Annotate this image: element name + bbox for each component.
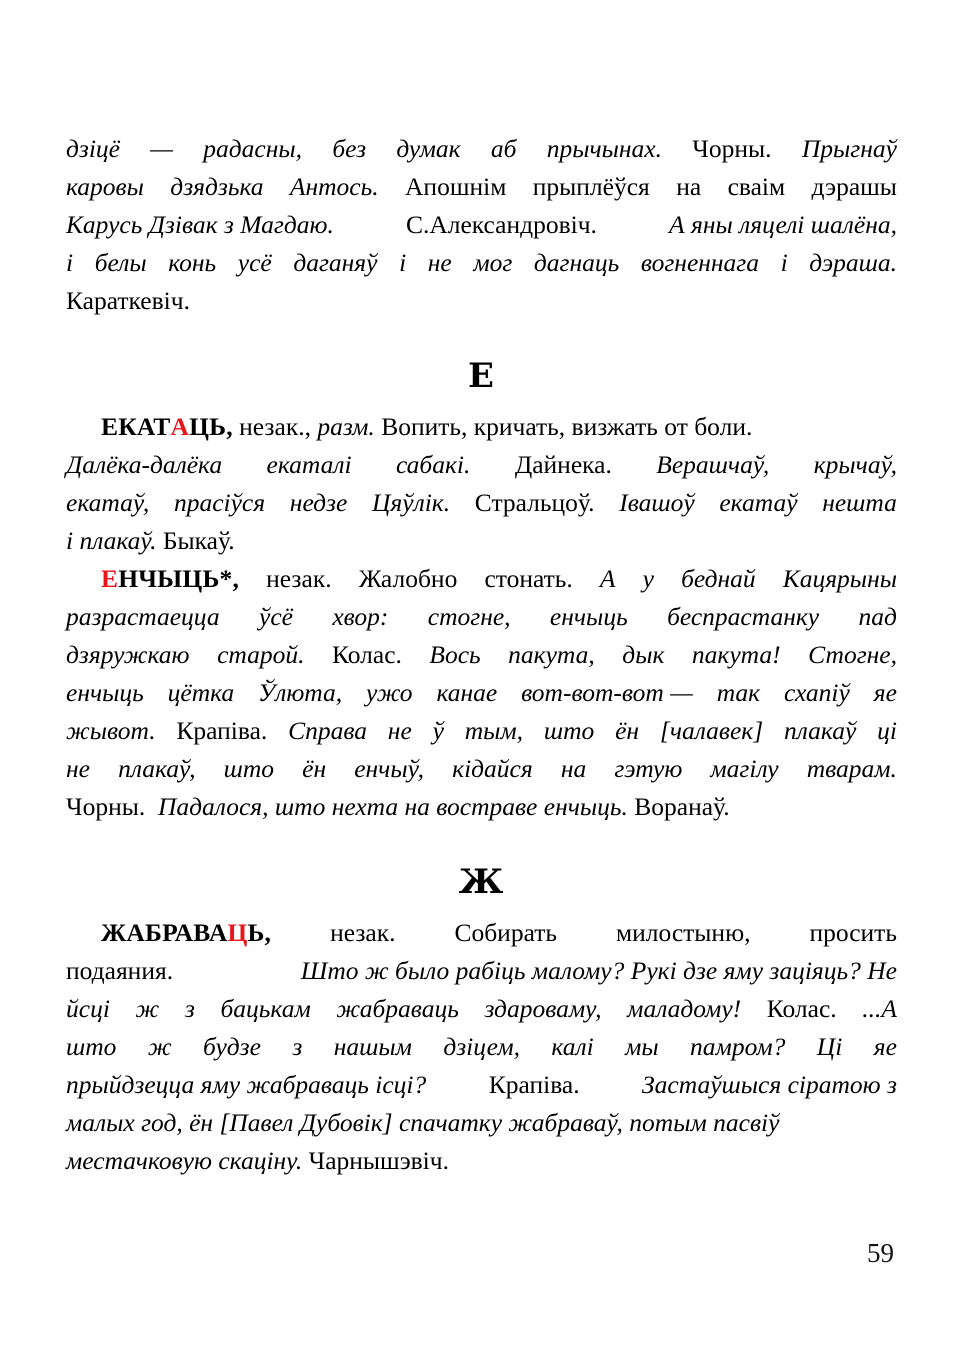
citation-text: Карусь Дзівак з Магдаю. [66, 210, 334, 239]
roman-text [145, 788, 158, 826]
text-line [66, 788, 897, 826]
headword [101, 914, 271, 952]
entry-zhabravac [66, 914, 897, 1180]
citation-text: стогне, [427, 602, 511, 631]
citation-text: йсці [66, 994, 110, 1023]
citation-text: хвор: [332, 602, 389, 631]
headword: ЕКАТ [101, 412, 171, 441]
section-letter-zh: Ж [458, 862, 505, 902]
citation-text: так [716, 678, 761, 707]
roman-text: незак. [330, 918, 396, 947]
citation-text: Цяўлік. [371, 488, 451, 517]
section-letter-e: Е [468, 356, 495, 396]
citation-text: плакаў, [118, 754, 196, 783]
citation-text: радасны, [203, 134, 303, 163]
citation-text: яе [873, 678, 897, 707]
citation-text: ужо [366, 678, 413, 707]
roman-text: незак., [232, 412, 318, 441]
roman-text: Крапіва. [176, 716, 268, 745]
headword-stress-letter: Е [101, 564, 119, 593]
citation-text: — [150, 134, 173, 163]
text-line [66, 168, 897, 206]
roman-text: Апошнім [405, 172, 507, 201]
citation-text: Што ж было рабіць малому? Рукі дзе яму заціяць? Не [300, 956, 897, 985]
citation-text: яе [873, 1032, 897, 1061]
citation-text: што [223, 754, 275, 783]
roman-text: незак. [266, 564, 332, 593]
text-line [66, 914, 897, 952]
citation-text: [чалавек] [659, 716, 764, 745]
citation-text: нашым [333, 1032, 412, 1061]
roman-text: Чарнышэвіч. [302, 1146, 449, 1175]
citation-text: дэраша. [809, 248, 897, 277]
citation-text: дзяружкаю [66, 640, 190, 669]
citation-text: енчыў, [354, 754, 425, 783]
citation-text: аб [490, 134, 517, 163]
text-line [66, 282, 897, 320]
citation-text: мог [473, 248, 513, 277]
headword-stress-letter: А [170, 412, 190, 441]
citation-text: местачковую скаціну. [66, 1146, 303, 1175]
citation-text: пакута! [691, 640, 781, 669]
citation-text: канае [436, 678, 498, 707]
citation-text: Кацярыны [782, 564, 897, 593]
text-line [66, 750, 897, 788]
roman-text: Дайнека. [514, 450, 612, 479]
roman-text: Собирать [454, 918, 557, 947]
citation-text: екатаў, [66, 488, 150, 517]
citation-text: будзе [203, 1032, 261, 1061]
spacer [66, 826, 897, 860]
entry-ekatac [66, 408, 897, 560]
citation-text: не [66, 754, 90, 783]
citation-text: разм. [317, 412, 375, 441]
text-line [66, 990, 897, 1028]
citation-text: ўсё [259, 602, 293, 631]
citation-text: Далёка-далёка [66, 450, 223, 479]
citation-text: Верашчаў, [656, 450, 770, 479]
text-line [66, 636, 897, 674]
citation-text: дык [622, 640, 665, 669]
roman-text: подаяния. [66, 956, 174, 985]
citation-text: дзіцем, [443, 1032, 520, 1061]
roman-text: Колас. [766, 994, 837, 1023]
citation-text: магілу [710, 754, 779, 783]
citation-text: вот-вот-вот — [521, 678, 693, 707]
citation-text: конь [168, 248, 217, 277]
text-line [66, 206, 897, 244]
roman-text: стонать. [484, 564, 573, 593]
citation-text: сабакі. [396, 450, 471, 479]
text-line [66, 1142, 897, 1180]
citation-text: плакаў [783, 716, 857, 745]
citation-text: у [642, 564, 654, 593]
citation-text: беспрастанку [667, 602, 820, 631]
text-line [66, 522, 897, 560]
roman-text: Вопить, кричать, визжать от боли. [374, 412, 753, 441]
citation-text: жабраваць [336, 994, 459, 1023]
roman-text: Караткевіч. [66, 286, 190, 315]
citation-text: гэтую [614, 754, 683, 783]
citation-text: тварам. [806, 754, 897, 783]
citation-text: Ўлюта, [258, 678, 343, 707]
citation-text: Стогне, [808, 640, 897, 669]
citation-text: енчыць [66, 678, 144, 707]
citation-text: дзядзька [170, 172, 264, 201]
text-line [66, 674, 897, 712]
headword: ЦЬ, [189, 412, 233, 441]
citation-text: калі [551, 1032, 594, 1061]
citation-text: бацькам [220, 994, 311, 1023]
text-line [66, 952, 897, 990]
citation-text: ...А [862, 994, 897, 1023]
entry-enchyc [66, 560, 897, 826]
citation-text: думак [396, 134, 461, 163]
citation-text: без [332, 134, 367, 163]
citation-text: крычаў, [813, 450, 897, 479]
citation-text: прычынах. [546, 134, 663, 163]
spacer [66, 320, 897, 354]
citation-text: старой. [217, 640, 305, 669]
citation-text: і [399, 248, 407, 277]
text-column [66, 130, 897, 1180]
roman-text: Крапіва. [488, 1070, 580, 1099]
citation-text: Ці [816, 1032, 843, 1061]
citation-text: тым, [464, 716, 524, 745]
text-line [66, 1066, 897, 1104]
citation-text: жывот. [66, 716, 156, 745]
citation-text: Вось [429, 640, 481, 669]
citation-text: пакута, [508, 640, 595, 669]
citation-text: недзе [289, 488, 348, 517]
roman-text: Быкаў. [156, 526, 235, 555]
text-line [66, 484, 897, 522]
text-line [66, 712, 897, 750]
citation-text: ж [135, 994, 160, 1023]
citation-text: памром? [690, 1032, 786, 1061]
citation-text: нешта [822, 488, 897, 517]
citation-text: і [66, 248, 74, 277]
citation-text: маладому! [627, 994, 742, 1023]
citation-text: екаталі [266, 450, 352, 479]
roman-text: сваім [727, 172, 786, 201]
citation-text: енчыць [549, 602, 628, 631]
citation-text: Падалося, што нехта на востраве енчыць. [157, 792, 628, 821]
spacer [66, 904, 897, 914]
citation-text: екатаў [719, 488, 798, 517]
citation-text: не [427, 248, 452, 277]
roman-text: Стральцоў. [474, 488, 595, 517]
roman-text: С.Александровіч. [405, 210, 597, 239]
text-line [66, 560, 897, 598]
citation-text: і [780, 248, 788, 277]
citation-text: даганяў [293, 248, 378, 277]
citation-text: каровы [66, 172, 144, 201]
citation-text: Справа [288, 716, 367, 745]
spacer [66, 398, 897, 408]
roman-text: дэрашы [811, 172, 897, 201]
citation-text: Прыгнаў [801, 134, 897, 163]
roman-text: просить [809, 918, 897, 947]
text-line [66, 1104, 897, 1142]
text-line [66, 408, 897, 446]
citation-text: ў [432, 716, 444, 745]
headword-suffix: Ь, [247, 918, 272, 947]
text-line [66, 1028, 897, 1066]
citation-text: што [543, 716, 595, 745]
citation-text: дзіцё [66, 134, 121, 163]
citation-text: ён [302, 754, 327, 783]
citation-text: на [560, 754, 587, 783]
citation-text: Івашоў [619, 488, 695, 517]
citation-text: ж [147, 1032, 172, 1061]
citation-text: цётка [167, 678, 235, 707]
citation-text: з [292, 1032, 303, 1061]
citation-text: што [66, 1032, 117, 1061]
roman-text: милостыню, [615, 918, 751, 947]
headword-prefix: ЖАБРАВА [101, 918, 228, 947]
citation-text: здароваму, [484, 994, 602, 1023]
citation-text: разрастаецца [66, 602, 220, 631]
page-number: 59 [867, 1238, 894, 1268]
citation-text: беднай [681, 564, 756, 593]
citation-text: вогненнага [640, 248, 760, 277]
headword-rest: НЧЫЦЬ*, [118, 564, 240, 593]
text-line [66, 598, 897, 636]
continued-entry-paragraph [66, 130, 897, 320]
citation-text: усё [237, 248, 272, 277]
citation-text: не [387, 716, 412, 745]
citation-text: з [184, 994, 195, 1023]
text-line [66, 446, 897, 484]
citation-text: А яны ляцелі шалёна, [669, 210, 897, 239]
citation-text: і плакаў. [66, 526, 157, 555]
roman-text: Чорны. [66, 792, 146, 821]
citation-text: малых год, ён [Павел Дубовік] спачатку жабраваў, потым пасвіў [66, 1108, 780, 1137]
citation-text: прасіўся [173, 488, 266, 517]
text-line [66, 130, 897, 168]
citation-text: ці [877, 716, 897, 745]
citation-text: прыйдзецца яму жабраваць ісці? [66, 1070, 427, 1099]
roman-text: Воранаў. [627, 792, 730, 821]
roman-text: Чорны. [692, 134, 772, 163]
citation-text: А [599, 564, 616, 593]
roman-text: Колас. [332, 640, 402, 669]
headword-stress-letter: Ц [227, 918, 248, 947]
citation-text: кідайся [452, 754, 533, 783]
citation-text: схапіў [783, 678, 850, 707]
citation-text: белы [94, 248, 147, 277]
citation-text: Застаўшыся сіратою з [642, 1070, 897, 1099]
citation-text: Антось. [289, 172, 379, 201]
citation-text: дагнаць [533, 248, 620, 277]
citation-text: мы [625, 1032, 659, 1061]
roman-text: Жалобно [358, 564, 458, 593]
text-line [66, 244, 897, 282]
roman-text: на [676, 172, 702, 201]
citation-text: ён [615, 716, 640, 745]
roman-text: прыплёўся [532, 172, 650, 201]
citation-text: пад [858, 602, 897, 631]
headword [101, 560, 239, 598]
